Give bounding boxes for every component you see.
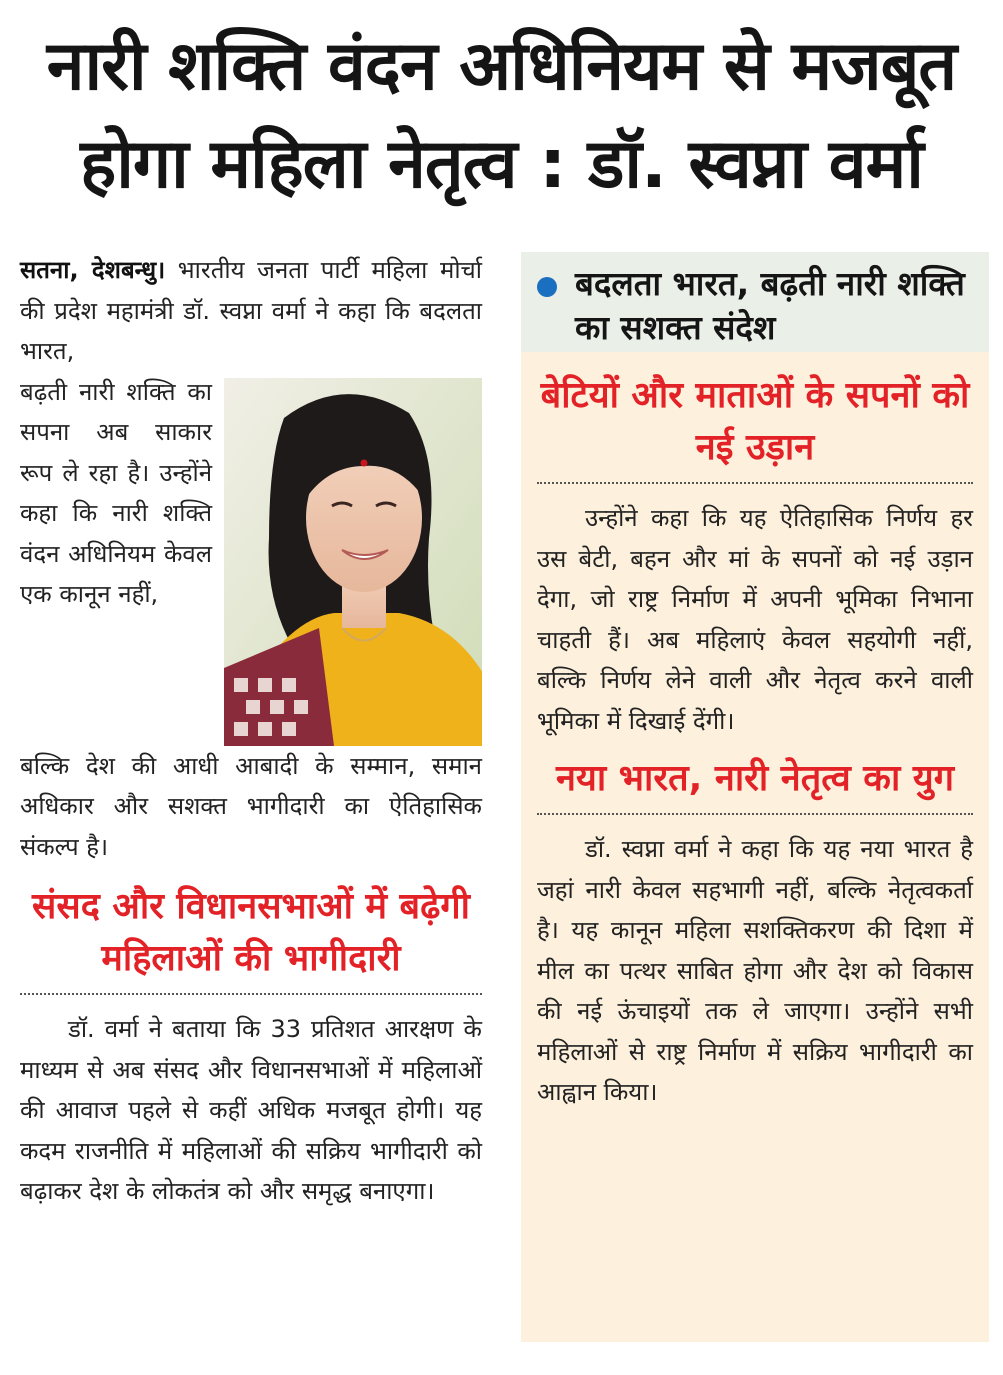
paragraph-reservation: डॉ. वर्मा ने बताया कि 33 प्रतिशत आरक्षण के माध्यम से अब संसद और विधानसभाओं में महिलाओं की आवाज पहले से कहीं अधिक मजबूत होगी। यह कदम राजनीति में महिलाओं की सक्रिय भागीदारी को बढ़ाकर देश के लोकतंत्र को और समृद्ध बनाएगा। xyxy=(20,1015,482,1205)
portrait-woman-icon xyxy=(224,378,482,746)
left-column xyxy=(20,250,482,1212)
intro-wrap-row xyxy=(20,372,482,746)
intro-paragraph-bottom: बल्कि देश की आधी आबादी के सम्मान, समान अधिकार और सशक्त भागीदारी का ऐतिहासिक संकल्प है। xyxy=(20,751,482,861)
sidebar-body xyxy=(521,352,989,1342)
sidebar-header xyxy=(521,252,989,352)
headline-line-2: होगा महिला नेतृत्व : डॉ. स्वप्ना वर्मा xyxy=(80,125,923,204)
portrait-photo xyxy=(224,378,482,746)
dotted-divider-right-2 xyxy=(537,813,973,815)
sidebar-title: बदलता भारत, बढ़ती नारी शक्ति का सशक्त संदेश xyxy=(575,264,965,347)
intro-text-top: भारतीय जनता पार्टी महिला मोर्चा की प्रदेश महामंत्री डॉ. स्वप्ना वर्मा ने कहा कि बदलता भारत, xyxy=(20,256,482,365)
sidebar-box xyxy=(521,252,989,1342)
dotted-divider-right-1 xyxy=(537,482,973,484)
headline xyxy=(0,18,1003,214)
dateline: सतना, देशबन्धु। xyxy=(20,256,166,284)
subhead-new-india: नया भारत, नारी नेतृत्व का युग xyxy=(556,758,954,799)
intro-paragraph-top xyxy=(20,250,482,372)
subhead-parliament: संसद और विधानसभाओं में बढ़ेगी महिलाओं की भागीदारी xyxy=(32,886,470,979)
blue-bullet-icon xyxy=(537,277,557,297)
intro-text-wrap: बढ़ती नारी शक्ति का सपना अब साकार रूप ले रहा है। उन्होंने कहा कि नारी शक्ति वंदन अधिनियम केवल एक कानून नहीं, xyxy=(20,377,213,608)
headline-line-1: नारी शक्ति वंदन अधिनियम से मजबूत xyxy=(46,27,957,106)
paragraph-daughters: उन्होंने कहा कि यह ऐतिहासिक निर्णय हर उस बेटी, बहन और मां के सपनों को नई उड़ान देगा, जो राष्ट्र निर्माण में अपनी भूमिका निभाना चाहती हैं। अब महिलाएं केवल सहयोगी नहीं, बल्कि निर्णय लेने वाली और नेतृत्व करने वाली भूमिका में दिखाई देंगी। xyxy=(537,504,973,735)
subhead-daughters: बेटियों और माताओं के सपनों को नई उड़ान xyxy=(540,375,970,468)
dotted-divider-left xyxy=(20,993,482,995)
paragraph-new-india: डॉ. स्वप्ना वर्मा ने कहा कि यह नया भारत है जहां नारी केवल सहभागी नहीं, बल्कि नेतृत्वकर्ता है। यह कानून महिला सशक्तिकरण की दिशा में मील का पत्थर साबित होगा और देश को विकास की नई ऊंचाइयों तक ले जाएगा। उन्होंने सभी महिलाओं से राष्ट्र निर्माण में सक्रिय भागीदारी का आह्वान किया। xyxy=(537,835,973,1106)
